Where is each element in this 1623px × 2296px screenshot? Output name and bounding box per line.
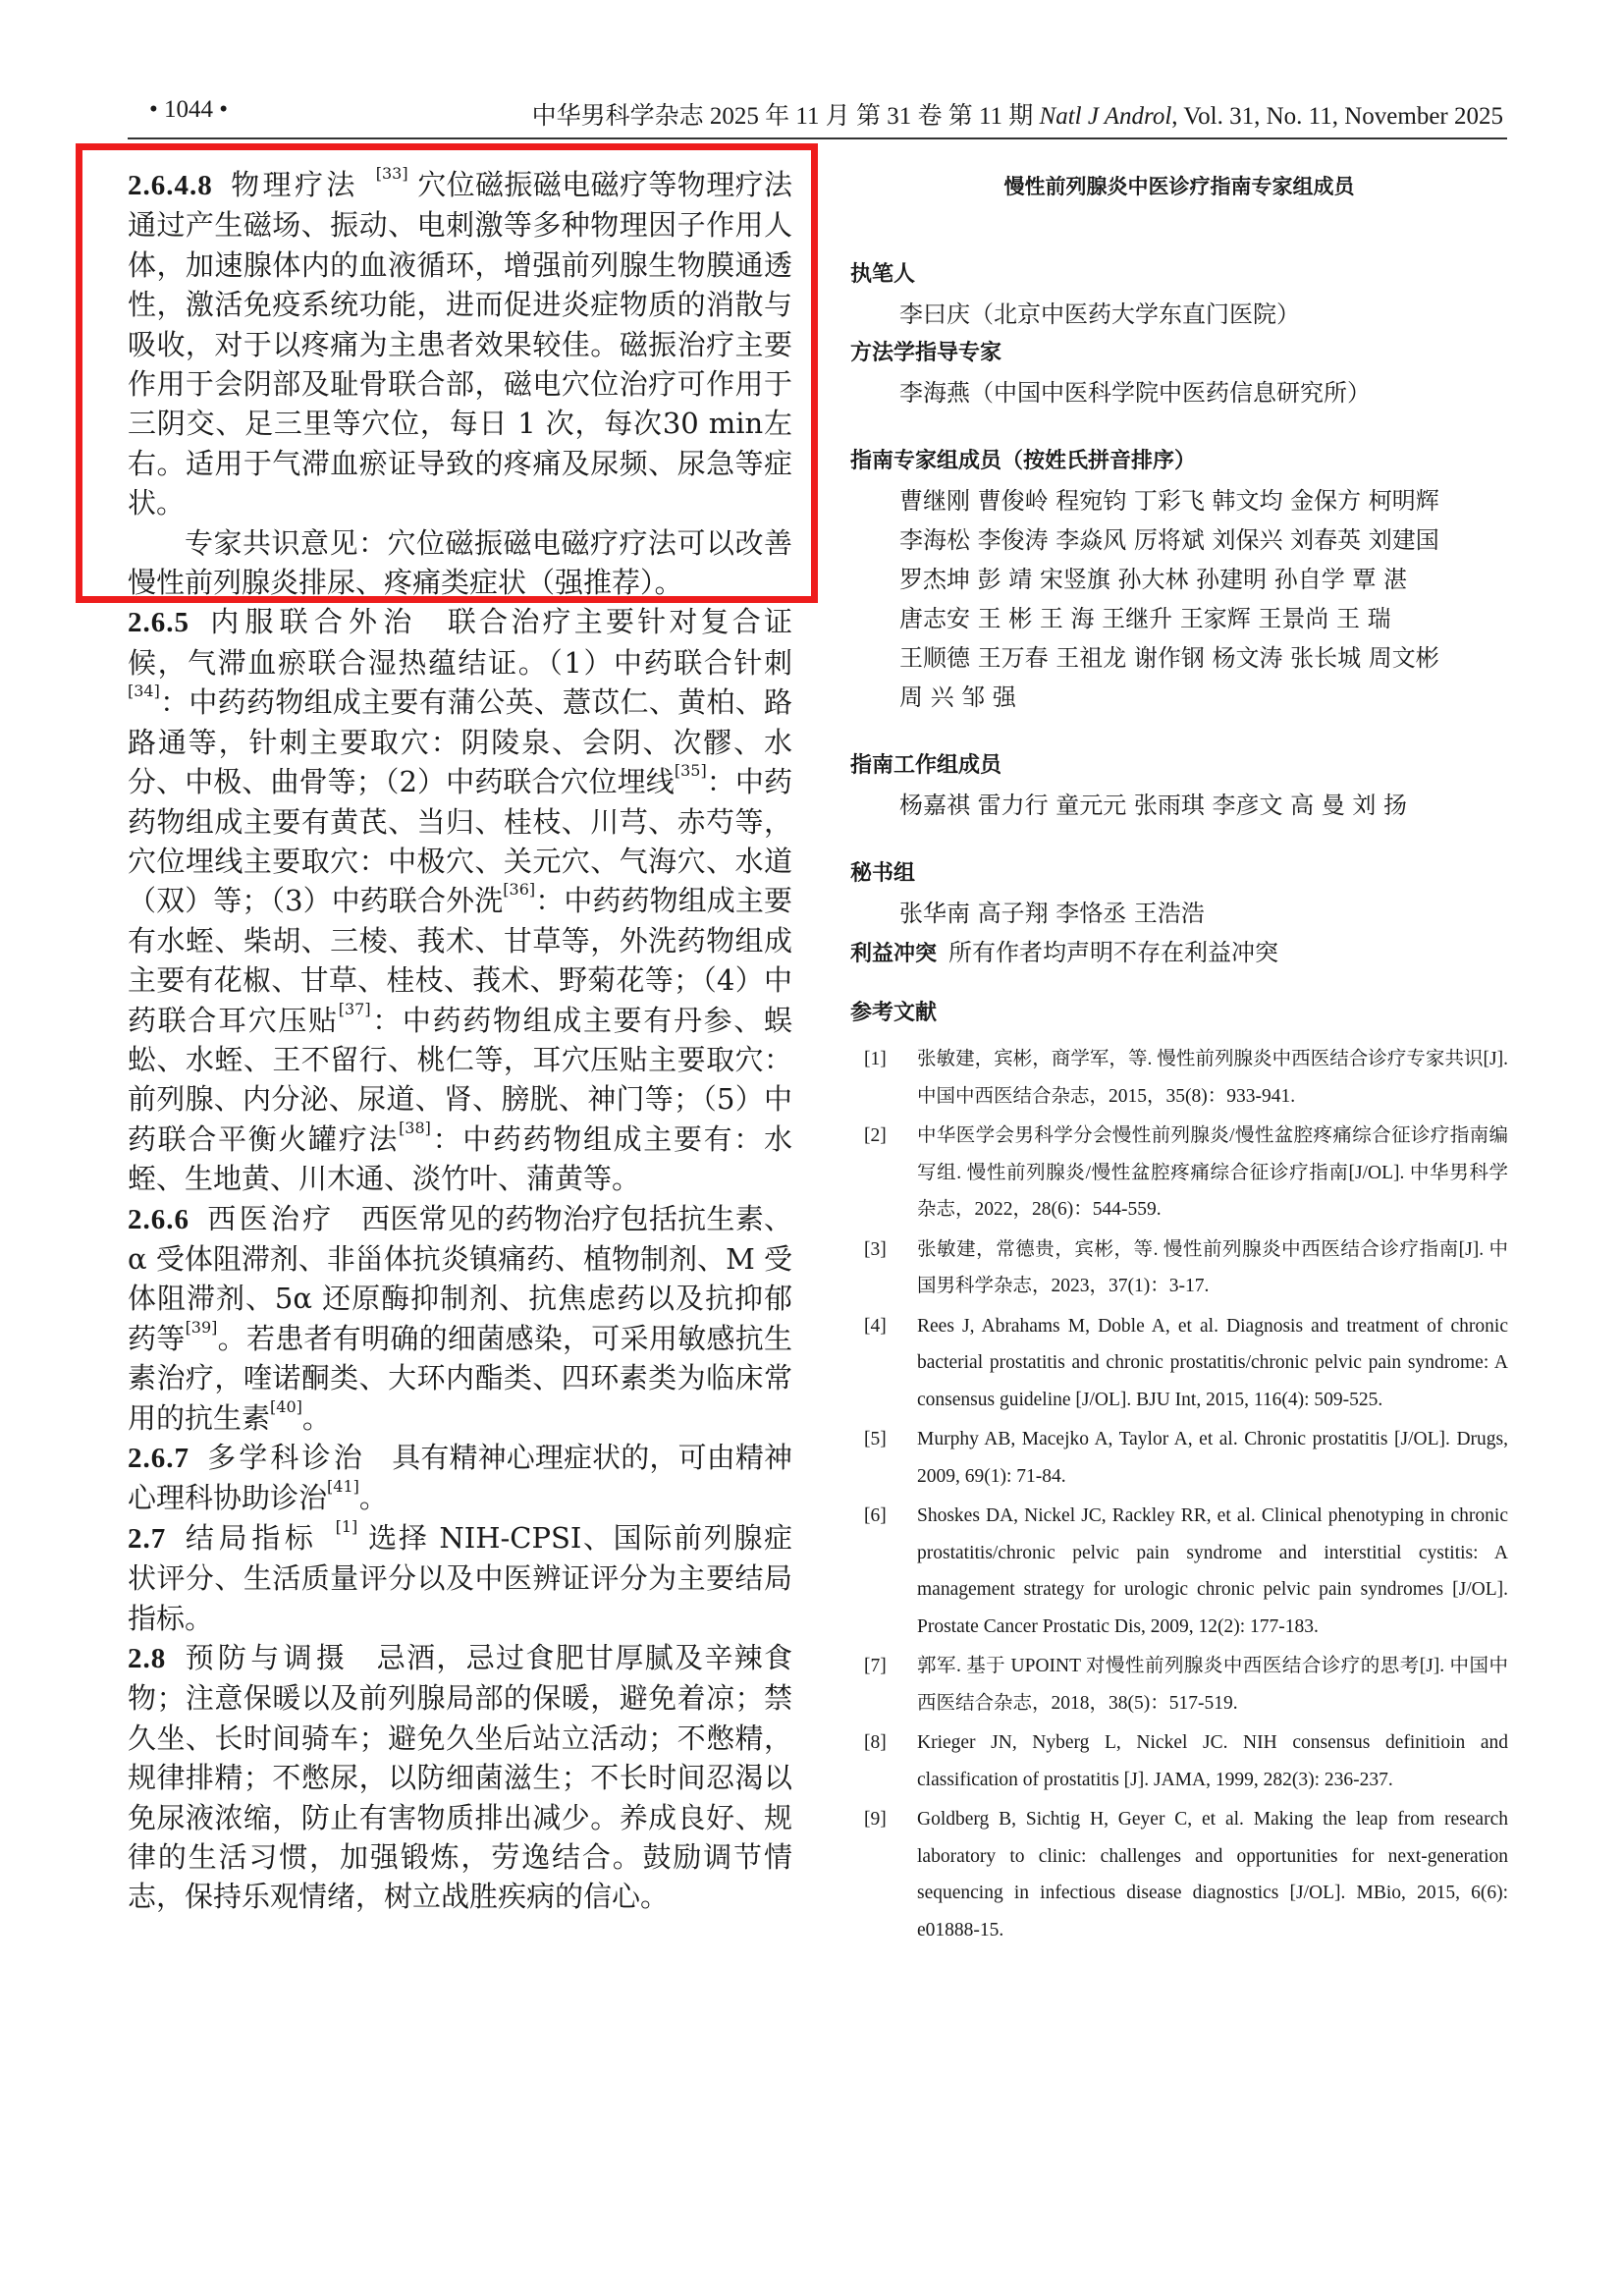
- journal-cn: 中华男科学杂志 2025 年 11 月 第 31 卷 第 11 期: [531, 103, 1034, 130]
- members-line: 王顺德 王万春 王祖龙 谢作钢 杨文涛 张长城 周文彬: [899, 644, 1439, 672]
- right-column: [850, 165, 1508, 1951]
- section-text: 。若患者有明确的细菌感染，可采用敏感抗生素治疗，喹诺酮类、大环内酯类、四环素类为临床常用的抗生素: [128, 1321, 792, 1435]
- section-number: 2.6.5: [128, 607, 189, 639]
- members-line: 李海松 李俊涛 李焱风 厉将斌 刘保兴 刘春英 刘建国: [899, 526, 1439, 554]
- reference-list: [850, 1041, 1508, 1948]
- section-text: ：中药药物组成主要有水蛭、柴胡、三棱、莪术、甘草等，外洗药物组成主要有花椒、甘草、桂枝、莪术、野菊花等；（4）中药联合耳穴压贴: [128, 884, 792, 1037]
- journal-en-volume: , Vol. 31, No. 11, November 2025: [1171, 103, 1503, 130]
- coi-text: 所有作者均声明不存在利益冲突: [948, 939, 1279, 966]
- members-line: 唐志安 王 彬 王 海 王继升 王家辉 王景尚 王 瑞: [899, 605, 1391, 632]
- work-group-heading: 指南工作组成员: [850, 753, 1002, 778]
- citation: [35]: [674, 761, 707, 781]
- running-header: [128, 94, 1507, 139]
- section-text: ：中药药物组成主要有黄芪、当归、桂枝、川芎、赤芍等，穴位埋线主要取穴：中极穴、关元穴、气海穴、水道（双）等；（3）中药联合外洗: [128, 765, 792, 918]
- journal-citation: [532, 96, 1503, 132]
- members-line: 周 兴 邹 强: [899, 683, 1016, 711]
- writer-heading: 执笔人: [850, 262, 916, 287]
- expert-consensus: 专家共识意见：穴位磁振磁电磁疗疗法可以改善慢性前列腺炎排尿、疼痛类症状（强推荐）。: [128, 525, 792, 600]
- section-text: 穴位磁振磁电磁疗等物理疗法通过产生磁场、振动、电刺激等多种物理因子作用人体，加速腺体内的血液循环，增强前列腺生物膜通透性，激活免疫系统功能，进而促进炎症物质的消散与吸收，对于以疼痛为主患者效果较佳。磁振治疗主要作用于会阴部及耻骨联合部，磁电穴位治疗可作用于三阴交、足三里等穴位，每日 1 次，每次30 min左右。适用于气滞血瘀证导致的疼痛及尿频、尿急等症状。: [128, 168, 792, 520]
- conflict-of-interest: [850, 933, 1508, 974]
- citation: [41]: [327, 1477, 359, 1497]
- members-line: 罗杰坤 彭 靖 宋竖旗 孙大林 孙建明 孙自学 覃 湛: [899, 566, 1408, 593]
- section-number: 2.6.6: [128, 1203, 189, 1235]
- section-title: 多学科诊治: [207, 1441, 365, 1474]
- reference-item: [2] 中华医学会男科学分会慢性前列腺炎/慢性盆腔疼痛综合征诊疗指南编写组. 慢性前列腺炎/慢性盆腔疼痛综合征诊疗指南[J/OL]. 中华男科学杂志，2022，28(6)：544-559.: [864, 1125, 1508, 1220]
- citation: [39]: [185, 1317, 218, 1337]
- section-title: 预防与调摄: [184, 1641, 350, 1675]
- section-text: 。: [358, 1481, 388, 1515]
- reference-item: [3] 张敏建，常德贵，宾彬，等. 慢性前列腺炎中西医结合诊疗指南[J]. 中国男科学杂志，2023，37(1)：3-17.: [864, 1238, 1508, 1296]
- secretary-names: 张华南 高子翔 李恪丞 王浩浩: [899, 900, 1205, 927]
- reference-item: [5] Murphy AB, Macejko A, Taylor A, et al. Chronic prostatitis [J/OL]. Drugs, 2009, 69(1): 71-84.: [864, 1429, 1508, 1487]
- section-2-6-5: [128, 602, 792, 1198]
- section-2-6-6: [128, 1199, 792, 1438]
- journal-en-abbr: Natl J Androl: [1039, 103, 1172, 130]
- section-text: 选择 NIH-CPSI、国际前列腺症状评分、生活质量评分以及中医辨证评分为主要结局指标。: [128, 1520, 792, 1635]
- section-title: 结局指标: [184, 1520, 318, 1555]
- section-title: 西医治疗: [207, 1201, 335, 1235]
- method-heading: 方法学指导专家: [850, 341, 1002, 365]
- section-text: ：中药药物组成主要有蒲公英、薏苡仁、黄柏、路路通等，针刺主要取穴：阴陵泉、会阴、次髎、水分、中极、曲骨等；（2）中药联合穴位埋线: [128, 685, 792, 799]
- references-heading: 参考文献: [850, 1001, 938, 1025]
- section-number: 2.6.4.8: [128, 170, 213, 201]
- section-text: ：中药药物组成主要有：水蛭、生地黄、川木通、淡竹叶、蒲黄等。: [128, 1121, 792, 1196]
- section-2-8: [128, 1638, 792, 1917]
- citation: [34]: [128, 682, 160, 701]
- expert-group-title: 慢性前列腺炎中医诊疗指南专家组成员: [1003, 175, 1355, 198]
- citation: [36]: [503, 880, 536, 900]
- section-text: 。: [301, 1400, 331, 1435]
- secretary-heading: 秘书组: [850, 861, 916, 886]
- citation: [37]: [338, 999, 371, 1018]
- section-title: 物理疗法: [230, 168, 358, 201]
- section-text: ：中药药物组成主要有丹参、蜈蚣、水蛭、王不留行、桃仁等，耳穴压贴主要取穴：前列腺、内分泌、尿道、肾、膀胱、神门等；（5）中药联合平衡火罐疗法: [128, 1003, 792, 1156]
- section-number: 2.7: [128, 1522, 167, 1555]
- reference-item: [4] Rees J, Abrahams M, Doble A, et al. Diagnosis and treatment of chronic bacterial prostatitis and chronic prostatitis/chronic pelvic pain syndrome: A consensus guideline [J/OL]. BJU Int, 2015, 116(4): 509-525.: [864, 1315, 1508, 1410]
- citation: [38]: [399, 1118, 431, 1137]
- reference-item: [1] 张敏建，宾彬，商学军，等. 慢性前列腺炎中西医结合诊疗专家共识[J]. 中国中西医结合杂志，2015，35(8)：933-941.: [864, 1049, 1508, 1107]
- section-2-6-7: [128, 1438, 792, 1518]
- reference-item: [9] Goldberg B, Sichtig H, Geyer C, et al. Making the leap from research laboratory to clinic: challenges and opportunities for next-generation sequencing in infectious disease diagnostics [J/OL]. MBio, 2015, 6(6): e01888-15.: [864, 1809, 1508, 1941]
- highlight-box: [76, 143, 818, 603]
- section-text: 具有精神心理症状的，可由精神心理科协助诊治: [128, 1441, 792, 1515]
- citation: [33]: [375, 164, 408, 183]
- work-group-names: 杨嘉祺 雷力行 童元元 张雨琪 李彦文 高 曼 刘 扬: [899, 792, 1408, 819]
- page-number: • 1044 •: [149, 96, 229, 123]
- members-heading: 指南专家组成员（按姓氏拼音排序）: [850, 449, 1197, 473]
- citation: [1]: [335, 1516, 358, 1536]
- section-number: 2.6.7: [128, 1443, 189, 1474]
- reference-item: [7] 郭军. 基于 UPOINT 对慢性前列腺炎中西医结合诊疗的思考[J]. 中国中西医结合杂志，2018，38(5)：517-519.: [864, 1656, 1508, 1714]
- reference-item: [8] Krieger JN, Nyberg L, Nickel JC. NIH consensus definitioin and classification of prostatitis [J]. JAMA, 1999, 282(3): 236-237.: [864, 1732, 1508, 1790]
- section-text: 西医常见的药物治疗包括抗生素、α 受体阻滞剂、非甾体抗炎镇痛药、植物制剂、M 受体阻滞剂、5α 还原酶抑制剂、抗焦虑药以及抗抑郁药等: [128, 1201, 792, 1355]
- members-line: 曹继刚 曹俊岭 程宛钧 丁彩飞 韩文均 金保方 柯明辉: [899, 487, 1439, 515]
- writer-name: 李曰庆（北京中医药大学东直门医院）: [899, 301, 1300, 328]
- section-2-7: [128, 1518, 792, 1638]
- reference-item: [6] Shoskes DA, Nickel JC, Rackley RR, et al. Clinical phenotyping in chronic prostatitis/chronic pelvic pain syndrome and interstitial cystitis: A management strategy for urologic chronic pelvic pain syndromes [J/OL]. Prostate Cancer Prostatic Dis, 2009, 12(2): 177-183.: [864, 1505, 1508, 1637]
- section-title: 内服联合外治: [207, 605, 418, 639]
- method-expert: 李海燕（中国中医科学院中医药信息研究所）: [899, 379, 1371, 407]
- section-number: 2.8: [128, 1643, 167, 1675]
- citation: [40]: [270, 1396, 302, 1416]
- coi-heading: 利益冲突: [850, 942, 938, 966]
- section-text: 忌酒，忌过食肥甘厚腻及辛辣食物；注意保暖以及前列腺局部的保暖，避免着凉；禁久坐、长时间骑车；避免久坐后站立活动；不憋精，规律排精；不憋尿，以防细菌滋生；不长时间忍渴以免尿液浓缩，防止有害物质排出减少。养成良好、规律的生活习惯，加强锻炼，劳逸结合。鼓励调节情志，保持乐观情绪，树立战胜疾病的信心。: [128, 1641, 792, 1914]
- section-text: 联合治疗主要针对复合证候，气滞血瘀联合湿热蕴结证。（1）中药联合针刺: [128, 605, 792, 680]
